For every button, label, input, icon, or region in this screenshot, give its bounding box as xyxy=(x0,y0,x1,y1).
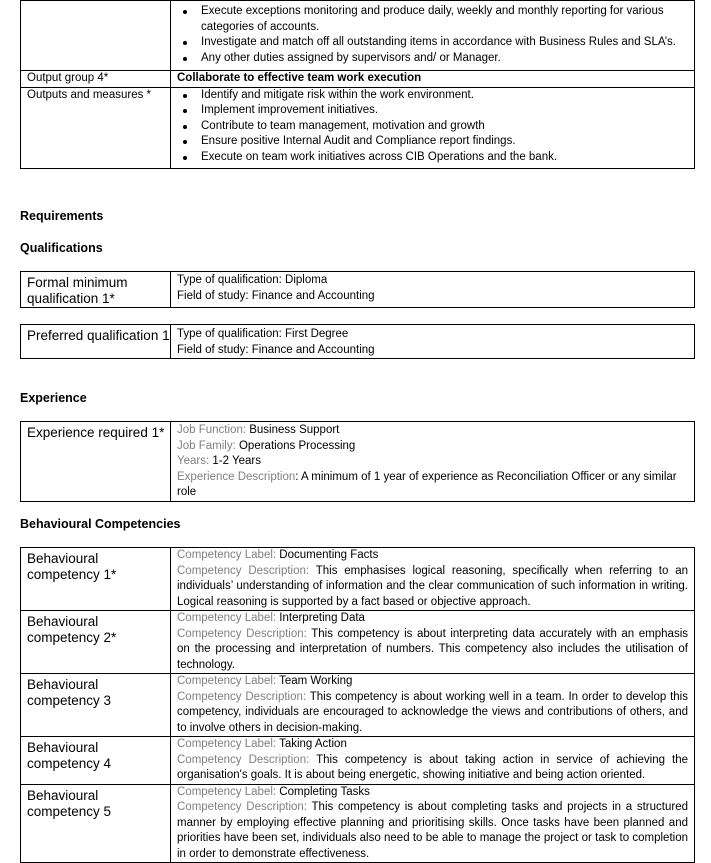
job-family-key: Job Family: xyxy=(177,439,236,452)
years-value: 1-2 Years xyxy=(209,455,261,467)
list-item: Execute on team work initiatives across CIB Operations and the bank. xyxy=(177,150,694,166)
table-row xyxy=(21,548,695,611)
bullet-list xyxy=(177,4,694,66)
table-row xyxy=(21,1,695,71)
experience-description-value: : A minimum of 1 year of experience as Reconciliation Officer or any similar role xyxy=(177,470,677,498)
competency-name: Taking Action xyxy=(276,738,347,750)
competency-value xyxy=(171,674,695,737)
competency-label: Behavioural competency 4 xyxy=(21,737,171,785)
competencies-table xyxy=(20,547,695,863)
table-row xyxy=(21,674,695,737)
list-item: Ensure positive Internal Audit and Compliance report findings. xyxy=(177,134,694,150)
list-item: Execute exceptions monitoring and produce daily, weekly and monthly reporting for various categories of accounts. xyxy=(177,4,694,35)
competency-label: Behavioural competency 1* xyxy=(21,548,171,611)
competency-value xyxy=(171,784,695,863)
table-row xyxy=(21,784,695,863)
bullet-list xyxy=(177,88,694,166)
list-item: Identify and mitigate risk within the work environment. xyxy=(177,88,694,104)
competency-description-key: Competency Description: xyxy=(177,801,308,813)
bullet-cell xyxy=(171,87,695,168)
years-key: Years: xyxy=(177,455,210,467)
years xyxy=(177,454,694,470)
competency-description: This competency is about interpreting data accurately with an emphasis on the processing and interpretation of numbers. This competency also includes the utilisation of technology. xyxy=(177,627,688,671)
table-row xyxy=(21,737,695,785)
competency-value xyxy=(171,611,695,674)
field-of-study: Field of study: Finance and Accounting xyxy=(177,289,375,302)
competency-label: Behavioural competency 2* xyxy=(21,611,171,674)
experience-value xyxy=(171,422,695,502)
competency-description-key: Competency Description: xyxy=(177,690,307,703)
list-item: Contribute to team management, motivation and growth xyxy=(177,119,694,135)
formal-qualification-table xyxy=(20,271,695,308)
job-function xyxy=(177,423,694,439)
list-item: Implement improvement initiatives. xyxy=(177,103,694,119)
table-row xyxy=(21,422,695,502)
job-family-value: Operations Processing xyxy=(235,439,356,452)
qualification-type: Type of qualification: Diploma xyxy=(177,274,328,286)
competency-label-key: Competency Label: xyxy=(177,675,277,687)
preferred-qualification-label: Preferred qualification 1 xyxy=(21,325,171,359)
behavioural-heading: Behavioural Competencies xyxy=(20,517,181,531)
competency-description-key: Competency Description: xyxy=(177,564,310,577)
bullet-cell xyxy=(171,1,695,71)
formal-qualification-value xyxy=(171,272,695,308)
competency-label-key: Competency Label: xyxy=(177,612,277,624)
competency-description: This competency is about taking action in service of achieving the organisation's goals. It is about being energetic, showing initiative and being action oriented. xyxy=(177,753,688,781)
formal-qualification-label: Formal minimum qualification 1* xyxy=(21,272,171,308)
competency-label-key: Competency Label: xyxy=(177,549,277,561)
list-item: Investigate and match off all outstanding items in accordance with Business Rules and SLA’s. xyxy=(177,35,694,51)
table-row xyxy=(21,272,695,308)
list-item: Any other duties assigned by supervisors and/ or Manager. xyxy=(177,51,694,67)
competency-value xyxy=(171,737,695,785)
table-row xyxy=(21,87,695,168)
table-row xyxy=(21,71,695,88)
experience-heading: Experience xyxy=(20,391,87,405)
requirements-heading: Requirements xyxy=(20,209,104,223)
table-row xyxy=(21,325,695,359)
competency-description: This competency is about working well in a team. In order to develop this competency, individuals are encouraged to acknowledge the views and contributions of others, and to involve others in decision-making. xyxy=(177,690,688,734)
preferred-qualification-table xyxy=(20,324,695,359)
competency-description-key: Competency Description: xyxy=(177,753,310,766)
competency-label-key: Competency Label: xyxy=(177,785,277,798)
experience-label: Experience required 1* xyxy=(21,422,171,502)
job-function-key: Job Function: xyxy=(177,424,247,436)
experience-description xyxy=(177,470,694,501)
competency-label-key: Competency Label: xyxy=(177,738,277,750)
job-function-value: Business Support xyxy=(246,424,340,436)
competency-name: Documenting Facts xyxy=(276,549,379,561)
competency-description-key: Competency Description: xyxy=(177,627,307,640)
competency-description: This emphasises logical reasoning, specifically when referring to an individuals’ understanding of information and the clear communication of such information in writing. Logical reasoning is supported by a fact based or objective approach. xyxy=(177,564,688,608)
output-group-value: Collaborate to effective team work execution xyxy=(171,71,695,88)
competency-name: Interpreting Data xyxy=(276,612,365,624)
competency-label: Behavioural competency 3 xyxy=(21,674,171,737)
competency-description: This competency is about completing tasks and projects in a structured manner by employing effective planning and prioritising skills. Once tasks have been planned and priorities have been set, individuals also need to be able to manage the project or task to completion in order to demonstrate effectiveness. xyxy=(177,801,688,860)
competency-name: Team Working xyxy=(276,675,353,687)
empty-label-cell xyxy=(21,1,171,71)
outputs-label: Outputs and measures * xyxy=(21,87,171,168)
competency-name: Completing Tasks xyxy=(276,785,370,798)
field-of-study: Field of study: Finance and Accounting xyxy=(177,343,375,356)
experience-table xyxy=(20,421,695,502)
output-group-label: Output group 4* xyxy=(21,71,171,88)
competency-label: Behavioural competency 5 xyxy=(21,784,171,863)
preferred-qualification-value xyxy=(171,325,695,359)
qualification-type: Type of qualification: First Degree xyxy=(177,328,349,340)
job-family xyxy=(177,439,694,455)
qualifications-heading: Qualifications xyxy=(20,241,103,255)
table-row xyxy=(21,611,695,674)
experience-description-key: Experience Description xyxy=(177,470,296,483)
competency-value xyxy=(171,548,695,611)
outputs-table xyxy=(20,0,695,169)
